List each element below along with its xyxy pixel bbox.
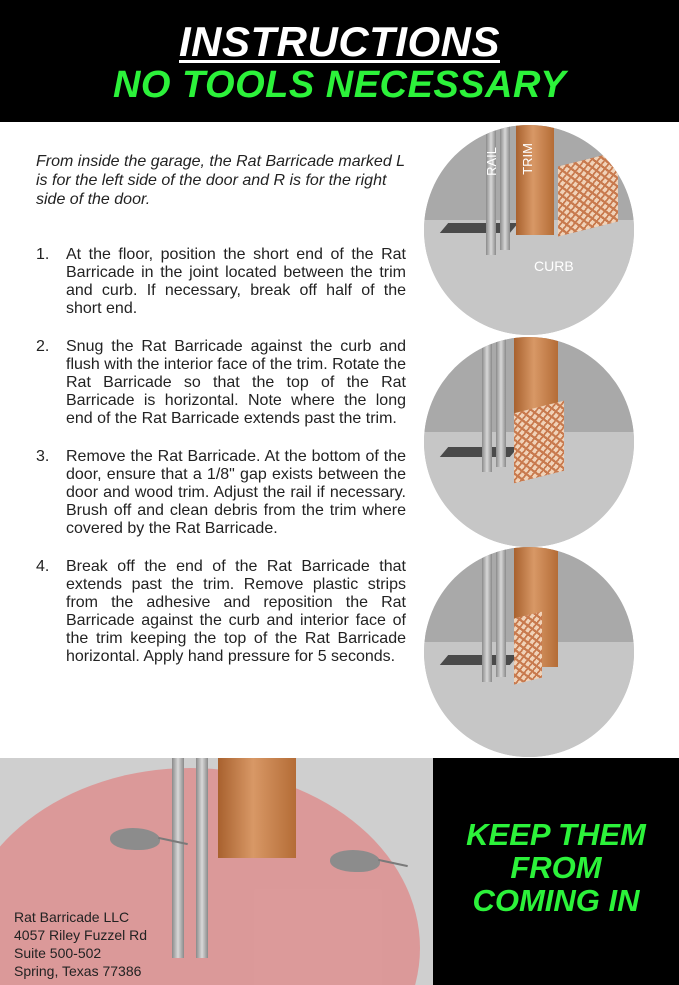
step-item [36,246,406,318]
address-suite: Suite 500-502 [14,945,102,961]
step-list [36,246,406,686]
step-text: At the floor, position the short end of the Rat Barricade in the joint located between the trim and curb. If necessary, break off half of the short end. [66,246,406,317]
step-text: Break off the end of the Rat Barricade that extends past the trim. Remove plastic strips from the adhesive and reposition the Rat Barricade against the curb and interior face of the trim keeping the top of the Rat Barricade horizontal. Apply hand pressure for 5 seconds. [66,558,406,665]
step-number: 4. [36,558,50,575]
slogan-line: COMING IN [472,883,640,918]
door-gap-shape [440,447,518,457]
header-banner [0,0,679,122]
step-number: 1. [36,246,50,263]
rat-icon [110,828,160,850]
curb-label: CURB [534,258,574,274]
rail-shape [496,547,506,677]
door-gap-shape [440,655,518,665]
trim-shape [516,125,554,235]
rat-icon [330,850,380,872]
slogan [433,818,679,917]
step-number: 3. [36,448,50,465]
step-item [36,448,406,538]
rail-shape [496,337,506,467]
rail-shape [482,337,492,472]
trim-label: TRIM [520,143,535,175]
step-2-illustration [424,337,634,547]
rail-shape [482,547,492,682]
slogan-line: KEEP THEM [466,817,646,852]
step-1-illustration [424,125,634,335]
slogan-panel [433,758,679,985]
barricade-mesh-shape [558,152,618,237]
step-item [36,558,406,666]
rail-shape [172,758,184,958]
rail-shape [196,758,208,958]
slogan-line: FROM [510,850,602,885]
step-text: Snug the Rat Barricade against the curb and flush with the interior face of the trim. Rotate the Rat Barricade so that the top of the Rat Barricade is horizontal. Note where the long end of the Rat Barricade extends past the trim. [66,338,406,427]
company-address [14,908,147,980]
rail-label: RAIL [484,147,499,176]
floor-shape [424,220,634,336]
page-title: INSTRUCTIONS [179,18,500,65]
footer-illustration [0,758,433,985]
instructions-section [0,122,679,758]
barricade-mesh-shape [514,612,542,685]
step-text: Remove the Rat Barricade. At the bottom of the door, ensure that a 1/8" gap exists between the door and wood trim. Adjust the rail if necessary. Brush off and clean debris from the trim where covered by the Rat Barricade. [66,448,406,537]
step-item [36,338,406,428]
company-name: Rat Barricade LLC [14,909,130,925]
barricade-mesh-shape [514,401,564,483]
intro-text: From inside the garage, the Rat Barricade marked L is for the left side of the door and R is for the right side of the door. [36,153,405,208]
trim-shape [218,758,296,858]
step-number: 2. [36,338,50,355]
rail-shape [486,125,496,255]
rail-shape [500,125,510,250]
step-4-illustration [424,547,634,757]
address-street: 4057 Riley Fuzzel Rd [14,927,148,943]
address-city: Spring, Texas 77386 [14,963,142,979]
page-subtitle: NO TOOLS NECESSARY [112,64,567,106]
